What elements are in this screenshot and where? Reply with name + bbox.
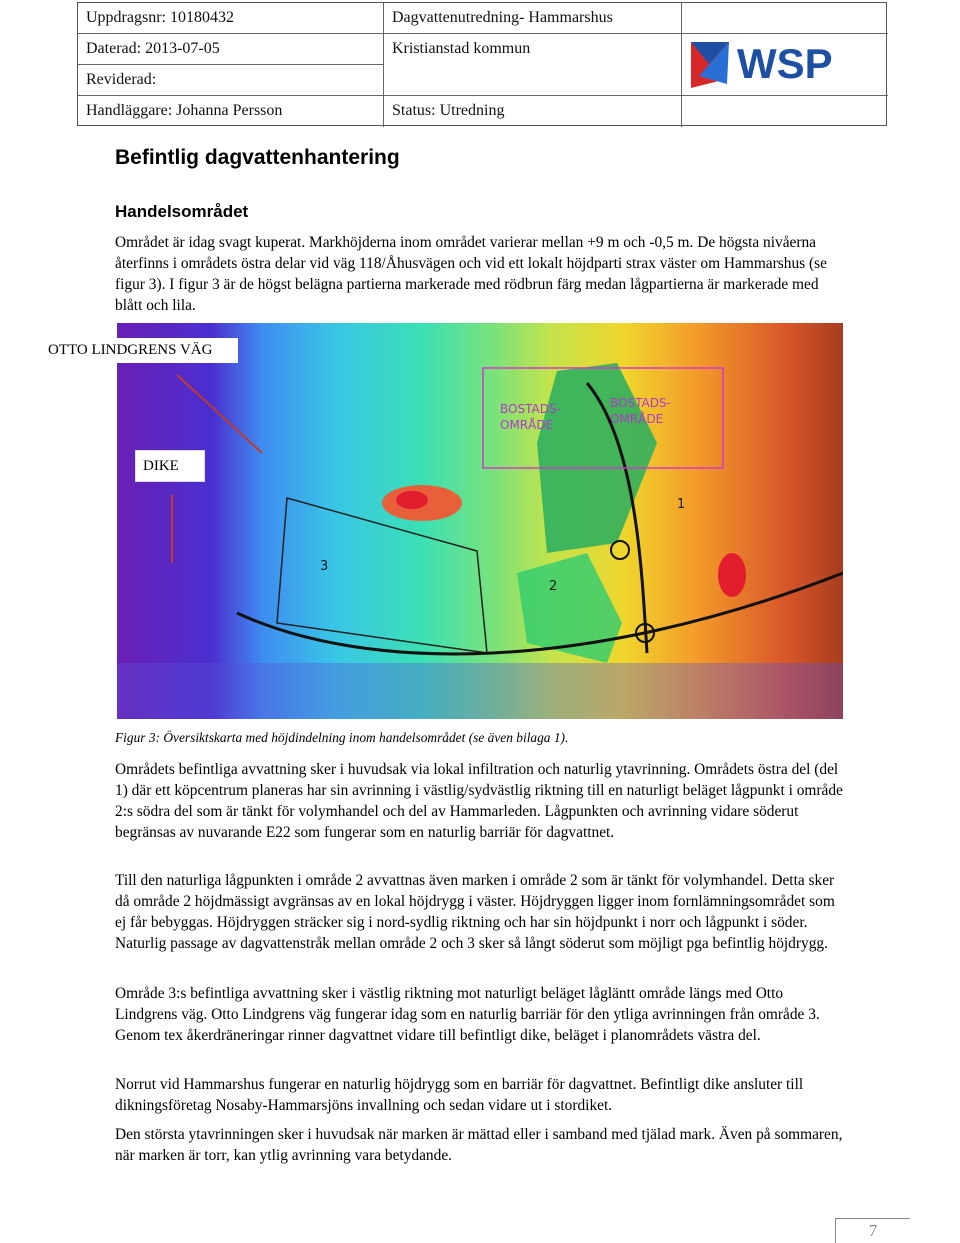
south-band (117, 663, 843, 719)
zone-a-label-2: OMRÅDE (500, 418, 554, 432)
area-1-label: 1 (677, 497, 686, 512)
document-title: Dagvattenutredning- Hammarshus (392, 9, 613, 26)
figure-caption: Figur 3: Översiktskarta med höjdindelning inom handelsområdet (se även bilaga 1). (115, 730, 569, 745)
revised-field: Reviderad: (86, 71, 157, 88)
peak-east (718, 553, 746, 597)
paragraph-3: Område 3:s befintliga avvattning sker i västlig riktning mot naturligt beläget lågläntt område längs med Otto Lindgrens väg. Otto Lindgrens väg fungerar idag som en naturlig barriär för den ytliga avrinningen från område 3. Genom tex åkerdräneringar rinner dagvattnet vidare till befintligt dike, beläget i planområdets västra del. (115, 985, 820, 1044)
area-3-label: 3 (320, 559, 329, 574)
date-field: Daterad: 2013-07-05 (86, 40, 220, 57)
order-number: Uppdragsnr: 10180432 (86, 9, 234, 26)
zone-a-label: BOSTADS- (500, 402, 561, 416)
subsection-title: Handelsområdet (115, 202, 249, 221)
paragraph-1: Områdets befintliga avvattning sker i huvudsak via lokal infiltration och naturlig ytavrinning. Områdets östra del (del 1) där ett köpcentrum planeras har sin avrinning i västlig/sydvästlig riktning till en naturligt beläget lågpunkt i område 2:s södra del som är tänkt för volymhandel och del av Hammarleden. Lågpunkten och avrinning vidare söderut begränsas av nuvarande E22 som fungerar som en naturlig barriär för dagvattnet. (115, 761, 843, 841)
status-field: Status: Utredning (392, 102, 505, 119)
handler-field: Handläggare: Johanna Persson (86, 102, 283, 119)
paragraph-4: Norrut vid Hammarshus fungerar en naturlig höjdrygg som en barriär för dagvattnet. Befintligt dike ansluter till dikningsföretag Nosaby-Hammarsjöns invallning och sedan vidare ut i stordiket. (115, 1076, 804, 1114)
logo-text: WSP (737, 40, 833, 87)
intro-paragraph: Området är idag svagt kuperat. Markhöjderna inom området varierar mellan +9 m och -0,5 m. De högsta nivåerna återfinns i områdets östra delar vid väg 118/Åhusvägen och vid ett lokalt höjdparti strax väster om Hammarshus (se figur 3). I figur 3 är de högst belägna partierna markerade med rödbrun färg medan lågpartierna är markerade med blått och lila. (115, 234, 827, 314)
road-label: OTTO LINDGRENS VÄG (42, 338, 238, 363)
peak-center (396, 491, 428, 509)
elevation-gradient (117, 323, 843, 719)
area-2-label: 2 (549, 579, 558, 594)
municipality: Kristianstad kommun (392, 40, 531, 57)
wsp-logo (689, 36, 859, 90)
paragraph-2: Till den naturliga lågpunkten i område 2 avvattnas även marken i område 2 som är tänkt för volymhandel. Detta sker då område 2 höjdmässigt avgränsas av en lokal höjdrygg i väster. Höjdryggen ligger inom fornlämningsområdet som ej får bebyggas. Höjdryggen sträcker sig i nord-sydlig riktning och har sin höjdpunkt i norr och lågpunkt i söder. Naturlig passage av dagvattenstråk mellan område 2 och 3 sker så långt söderut som möjligt pga befintlig höjdrygg. (115, 872, 835, 952)
paragraph-5: Den största ytavrinningen sker i huvudsak när marken är mättad eller i samband med tjälad mark. Även på sommaren, när marken är torr, kan ytlig avrinning vara betydande. (115, 1126, 843, 1164)
section-title: Befintlig dagvattenhantering (115, 146, 400, 169)
elevation-map (117, 323, 843, 719)
dike-label: DIKE (135, 450, 205, 482)
zone-b-label: BOSTADS- (610, 396, 671, 410)
zone-b-label-2: OMRÅDE (610, 412, 664, 426)
page-number: 7 (835, 1218, 910, 1243)
